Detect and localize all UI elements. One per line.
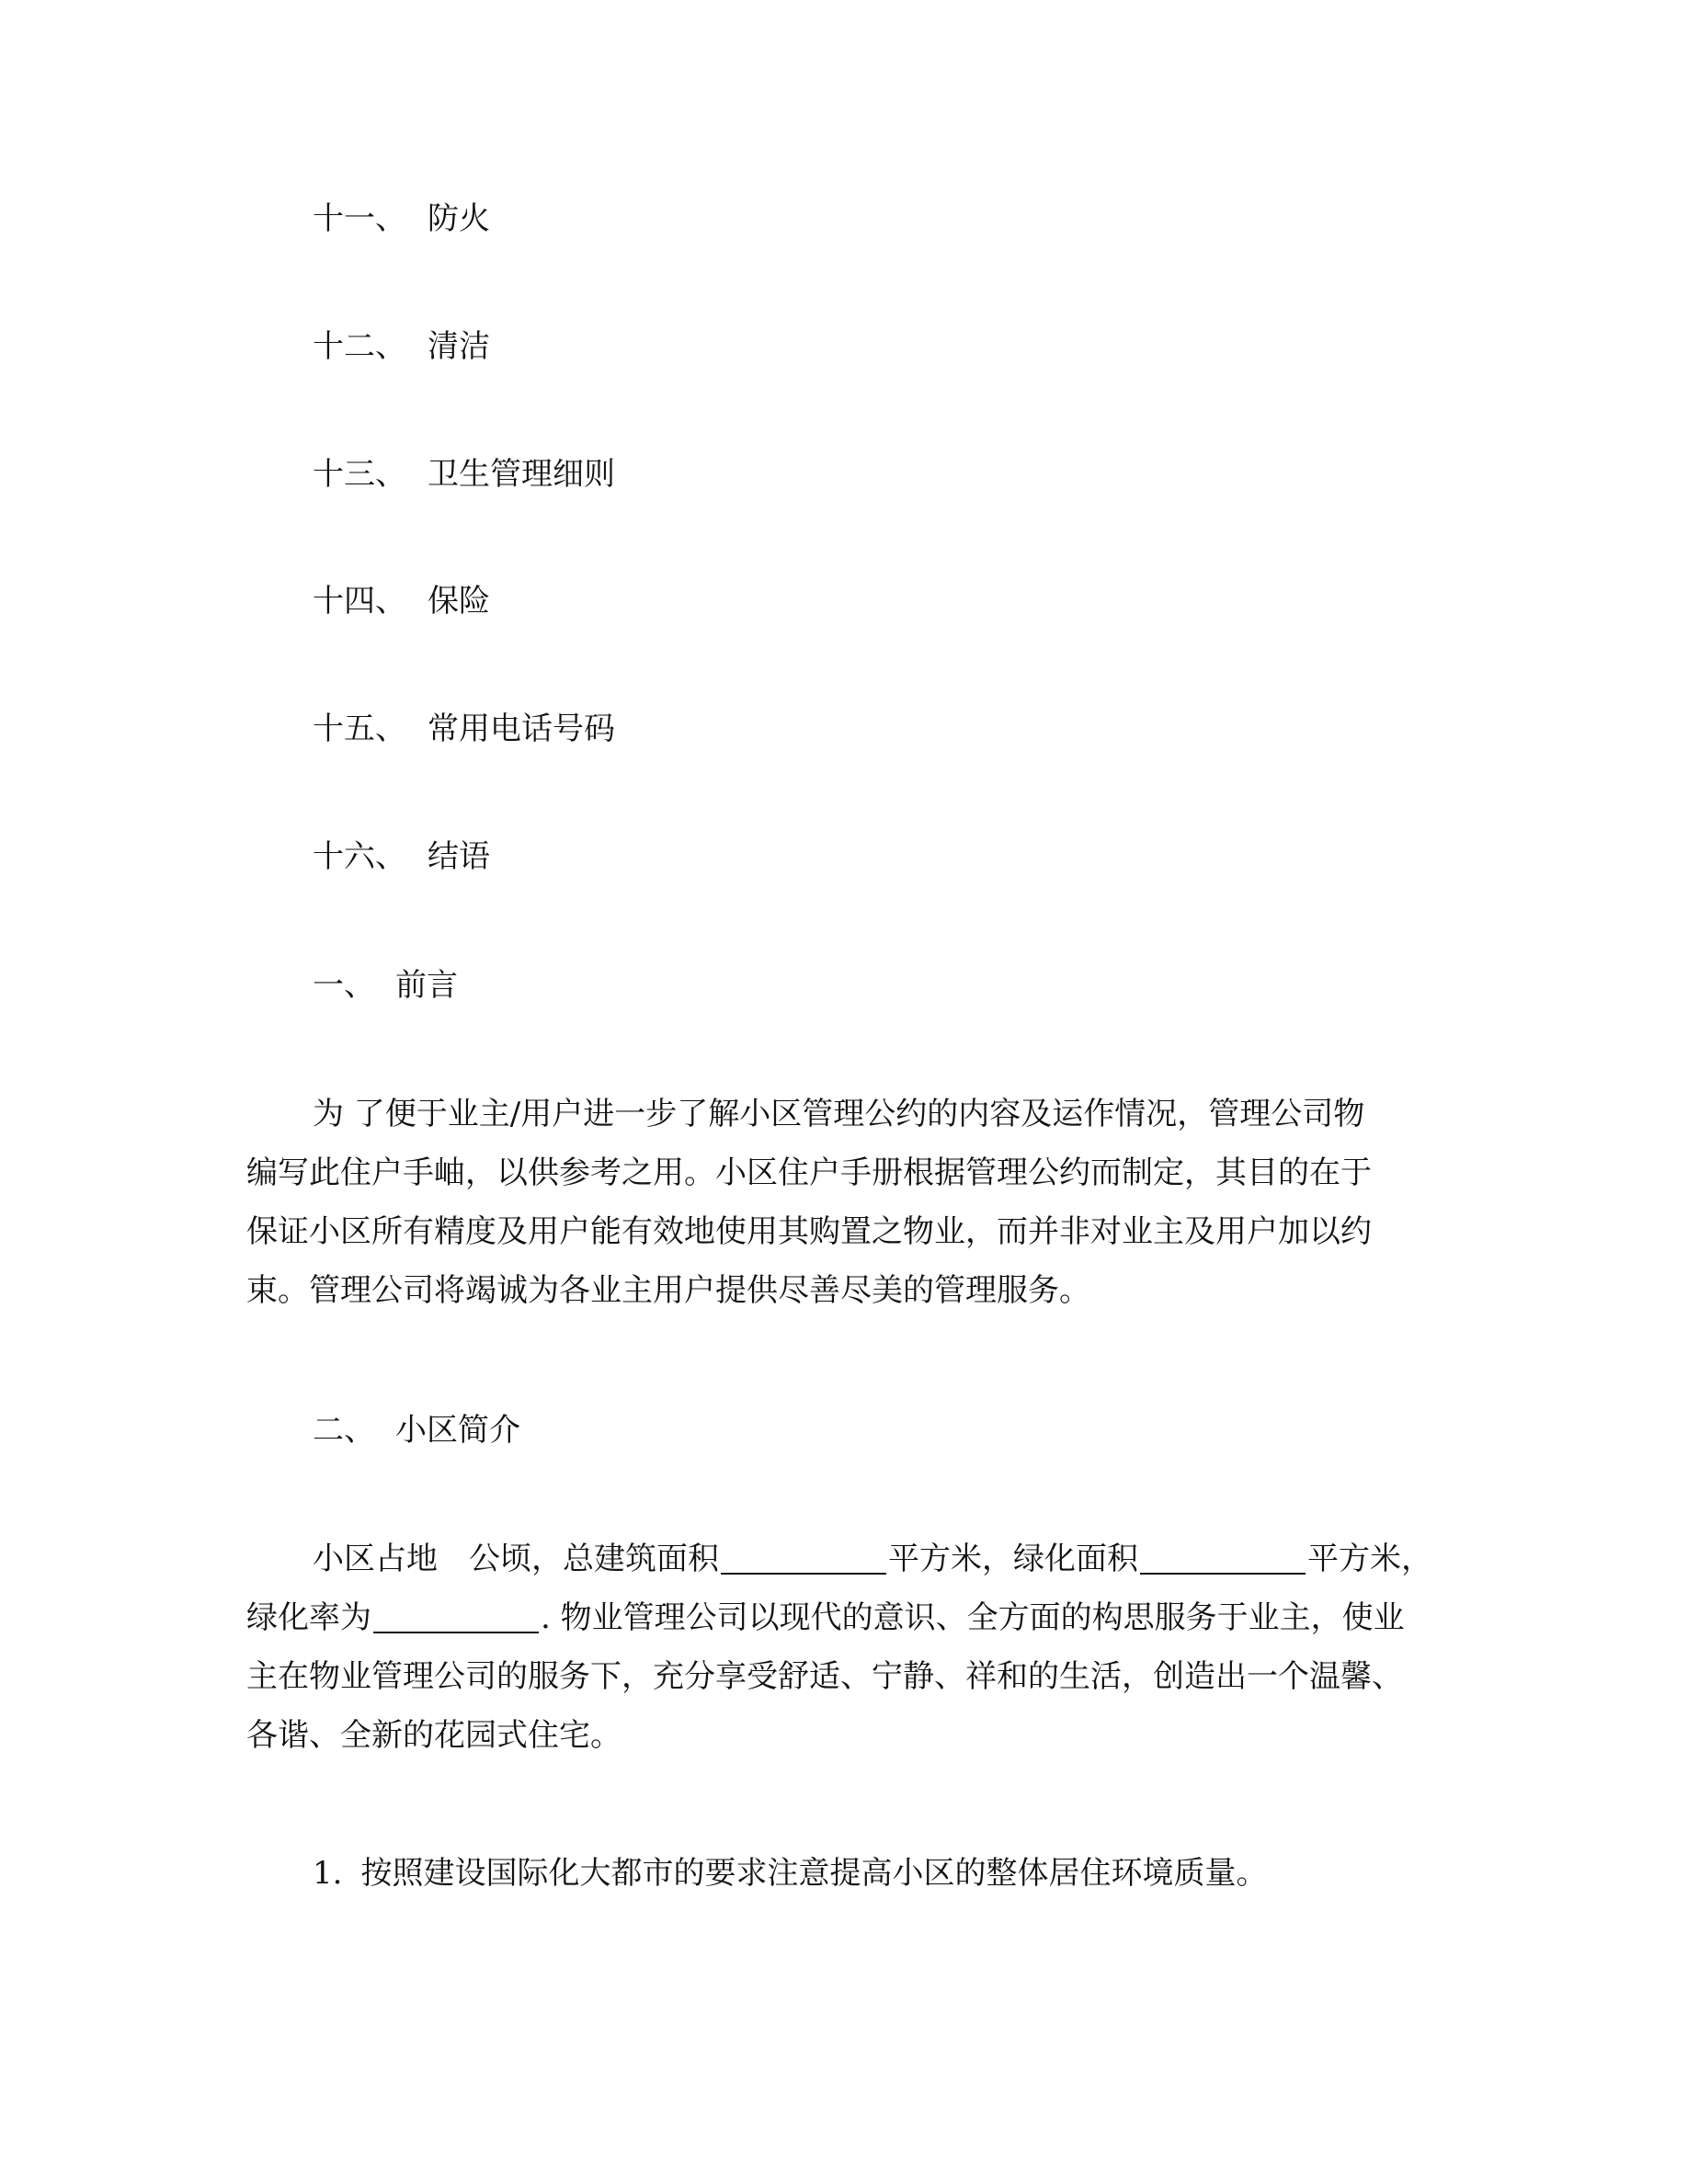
toc-item-number: 十一、	[313, 200, 406, 237]
section-heading-intro	[313, 1410, 520, 1450]
toc-item	[313, 709, 615, 749]
list-item-text: 按照建设国际化大都市的要求注意提高小区的整体居住环境质量。	[360, 1855, 1268, 1892]
toc-item	[313, 454, 615, 495]
toc-item-title: 清洁	[428, 328, 490, 365]
intro-paragraph	[246, 1530, 1442, 1765]
toc-item-title: 结语	[428, 838, 490, 875]
list-item-number: 1.	[313, 1855, 343, 1892]
paragraph-text: 绿化率为	[246, 1599, 371, 1636]
toc-item	[313, 326, 490, 367]
paragraph-line: 各谐、全新的花园式住宅。	[246, 1717, 622, 1754]
paragraph-line: 主在物业管理公司的服务下，充分享受舒适、宁静、祥和的生活，创造出一个温馨、	[246, 1658, 1403, 1695]
section-number: 二、	[313, 1412, 375, 1449]
paragraph-text: 平方米，	[1307, 1541, 1432, 1577]
toc-item-number: 十三、	[313, 456, 406, 493]
paragraph-text: . 物业管理公司以现代的意识、全方面的构思服务于业主，使业	[541, 1599, 1405, 1636]
paragraph-line: 为 了便于业主/用户进一步了解小区管理公约的内容及运作情况，管理公司物	[313, 1096, 1365, 1132]
toc-item-title: 常用电话号码	[428, 711, 615, 747]
paragraph-line: 束。管理公司将竭诚为各业主用户提供尽善尽美的管理服务。	[246, 1272, 1090, 1309]
paragraph-line	[246, 1588, 1442, 1647]
paragraph-text: 小区占地 公顷，总建筑面积	[313, 1541, 719, 1577]
paragraph-text: 平方米，绿化面积	[888, 1541, 1138, 1577]
paragraph-line	[246, 1530, 1442, 1588]
toc-item	[313, 581, 490, 621]
paragraph-line: 保证小区所有精度及用户能有效地使用其购置之物业，而并非对业主及用户加以约	[246, 1213, 1372, 1250]
toc-item-title: 卫生管理细则	[428, 456, 615, 493]
section-heading-preface	[313, 965, 458, 1006]
fill-in-blank	[1140, 1572, 1306, 1575]
list-item	[313, 1853, 1267, 1894]
toc-item-number: 十五、	[313, 711, 406, 747]
section-title: 前言	[395, 967, 458, 1004]
toc-item-title: 防火	[428, 200, 490, 237]
toc-item-number: 十二、	[313, 328, 406, 365]
paragraph-line: 编写此住户手岫，以供参考之用。小区住户手册根据管理公约而制定，其目的在于	[246, 1155, 1372, 1191]
section-title: 小区简介	[395, 1412, 520, 1449]
toc-item	[313, 199, 490, 239]
preface-paragraph	[246, 1085, 1442, 1320]
toc-item	[313, 836, 490, 877]
toc-item-number: 十四、	[313, 583, 406, 620]
toc-item-number: 十六、	[313, 838, 406, 875]
fill-in-blank	[721, 1572, 886, 1575]
fill-in-blank	[373, 1631, 539, 1633]
section-number: 一、	[313, 967, 375, 1004]
toc-item-title: 保险	[428, 583, 490, 620]
